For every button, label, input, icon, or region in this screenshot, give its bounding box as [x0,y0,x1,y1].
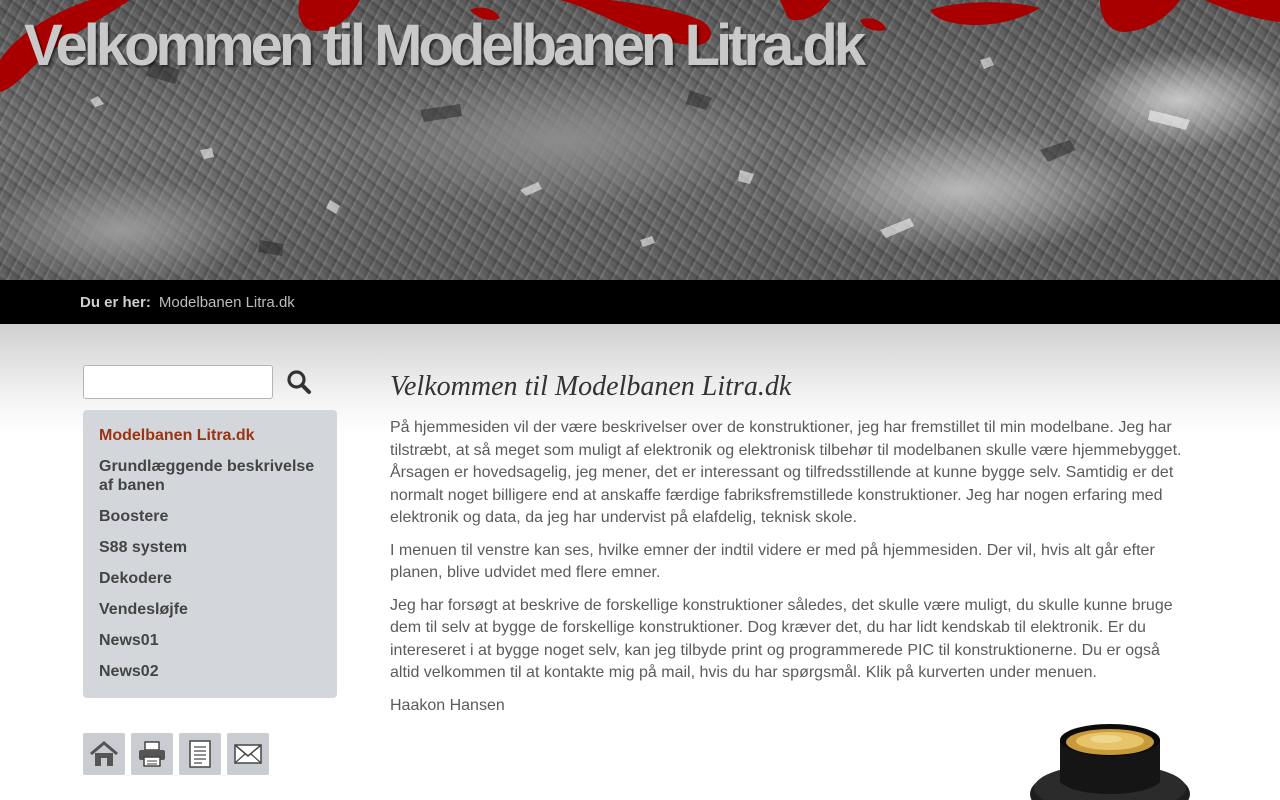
signature: Haakon Hansen [390,696,505,714]
sidebar-item-vendesloejfe[interactable]: Vendesløjfe [99,601,188,618]
sidebar-item-news02[interactable]: News02 [99,663,159,680]
sidebar-item-s88[interactable]: S88 system [99,539,188,556]
tool-buttons [83,733,269,775]
mail-button[interactable] [227,733,269,775]
mail-icon [233,742,263,766]
home-button[interactable] [83,733,125,775]
paragraph-intro: På hjemmesiden vil der være beskrivelser over de konstruktioner, jeg har fremstillet til min modelbane. Jeg har tilstræbt, at så meget som muligt af elektronik og elektronisk tilbehør til modelbanen skulle være hjemmebygget. Årsagen er hovedsagelig, jeg mener, det er interessant og tilfredsstillende at kunne bygge selv. Samtidig er det normalt noget billigere end at anskaffe færdige fabriksfremstillede konstruktioner. Jeg har nogen erfaring med elektronik og data, da jeg har undervist på elafdelig, teknisk skole. [390,419,1182,526]
search-input[interactable] [83,365,273,399]
paragraph-build: Jeg har forsøgt at beskrive de forskellige konstruktioner således, det skulle være muligt, du skulle kunne bruge dem til selv at bygge de forskellige konstruktioner. Dog kræver det, du har lidt kendskab til elektronik. Er du intereseret i at bygge noget selv, kan jeg tilbyde print og programmerede PIC til konstruktionerne. Du er også altid velkommen til at kontakte mig på mail, hvis du har spørgsmål. Klik på kurverten under menuen. [390,596,1173,681]
main-content [390,370,1190,727]
sidebar-item-grundlaeggende[interactable]: Grundlæggende beskrivelse af banen [99,458,315,494]
main-area [0,324,1280,800]
sidebar-menu [83,410,337,698]
coffee-cup-image [1026,722,1196,800]
sidebar-item-news01[interactable]: News01 [99,632,159,649]
home-icon [89,740,119,768]
header-banner [0,0,1280,280]
paragraph-menu: I menuen til venstre kan ses, hvilke emner der indtil videre er med på hjemmesiden. Der vil, hvis alt går efter planen, blive udvidet med flere emner. [390,541,1155,581]
breadcrumb-current[interactable]: Modelbanen Litra.dk [158,293,295,311]
print-button[interactable] [131,733,173,775]
sidebar-item-boostere[interactable]: Boostere [99,508,169,525]
sidebar-item-modelbanen[interactable]: Modelbanen Litra.dk [99,427,255,444]
document-button[interactable] [179,733,221,775]
breadcrumb-label: Du er her: [80,293,151,311]
search-icon [286,369,312,395]
breadcrumb [0,280,1280,324]
sidebar-item-dekodere[interactable]: Dekodere [99,570,172,587]
search-button[interactable] [284,368,314,398]
document-icon [187,739,213,769]
banner-title: Velkommen til Modelbanen Litra.dk [24,13,863,78]
page-title: Velkommen til Modelbanen Litra.dk [390,371,792,402]
printer-icon [137,740,167,768]
